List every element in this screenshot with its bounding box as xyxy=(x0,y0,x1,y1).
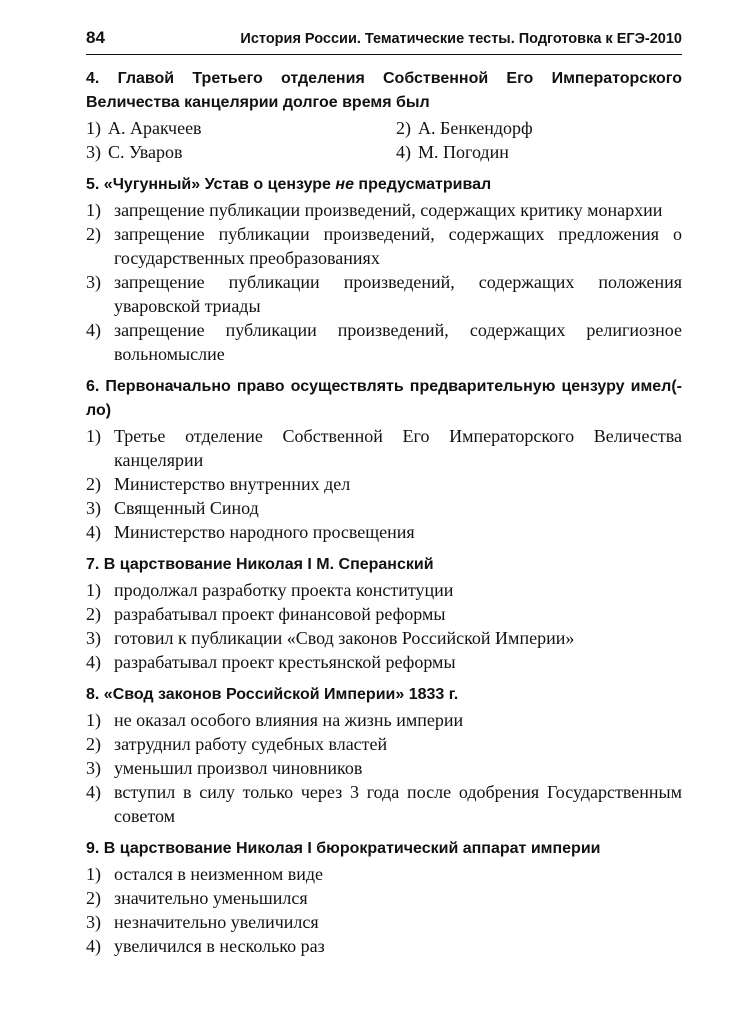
title-part: 5. «Чугунный» Устав о цензуре xyxy=(86,176,336,193)
option-text: запрещение публикации произведений, содержащих критику монархии xyxy=(114,200,663,220)
answer-option xyxy=(86,222,682,270)
page-number: 84 xyxy=(86,28,105,47)
answer-options xyxy=(86,862,682,958)
option-number: 3) xyxy=(86,498,101,518)
option-number: 2) xyxy=(86,734,101,754)
option-text: остался в неизменном виде xyxy=(114,864,324,884)
option-number: 1) xyxy=(86,710,101,730)
option-number: 1) xyxy=(86,426,101,446)
answer-option xyxy=(86,424,682,472)
question-7 xyxy=(86,553,682,674)
option-text: запрещение публикации произведений, содержащих религиозное вольномыслие xyxy=(114,320,682,364)
question-6 xyxy=(86,375,682,544)
option-text: уменьшил произвол чиновников xyxy=(114,758,363,778)
answer-option xyxy=(86,708,682,732)
answer-option xyxy=(86,602,682,626)
option-number: 3) xyxy=(86,142,101,162)
answer-option xyxy=(86,472,682,496)
option-text: готовил к публикации «Свод законов Российской Империи» xyxy=(114,628,575,648)
option-text: Министерство народного просвещения xyxy=(114,522,415,542)
running-header xyxy=(86,28,682,55)
question-title: 4. Главой Третьего отделения Собственной Его Императорского Величества канцелярии долгое время был xyxy=(86,70,682,111)
option-text: значительно уменьшился xyxy=(114,888,308,908)
answer-option xyxy=(86,198,682,222)
option-number: 3) xyxy=(86,912,101,932)
question-title: 6. Первоначально право осуществлять предварительную цензуру имел(-ло) xyxy=(86,378,682,419)
option-number: 1) xyxy=(86,580,101,600)
question-9 xyxy=(86,837,682,958)
option-number: 4) xyxy=(86,782,101,802)
answer-option xyxy=(86,318,682,366)
question-title xyxy=(86,173,682,197)
option-text: продолжал разработку проекта конституции xyxy=(114,580,454,600)
question-title: 9. В царствование Николая I бюрократический аппарат империи xyxy=(86,840,601,857)
option-number: 4) xyxy=(86,320,101,340)
option-number: 4) xyxy=(86,936,101,956)
option-number: 2) xyxy=(86,474,101,494)
option-text: А. Бенкендорф xyxy=(418,118,533,138)
option-text: С. Уваров xyxy=(108,142,183,162)
answer-option xyxy=(86,732,682,756)
book-page xyxy=(86,28,682,967)
answer-option xyxy=(396,140,682,164)
option-number: 2) xyxy=(86,888,101,908)
option-number: 3) xyxy=(86,628,101,648)
answer-options xyxy=(86,708,682,828)
option-text: Священный Синод xyxy=(114,498,259,518)
answer-option xyxy=(86,886,682,910)
option-text: не оказал особого влияния на жизнь империи xyxy=(114,710,464,730)
option-text: Министерство внутренних дел xyxy=(114,474,351,494)
answer-option xyxy=(86,578,682,602)
option-text: разрабатывал проект крестьянской реформы xyxy=(114,652,456,672)
answer-option xyxy=(86,116,396,140)
answer-option xyxy=(86,496,682,520)
option-number: 1) xyxy=(86,864,101,884)
question-title: 8. «Свод законов Российской Империи» 1833 г. xyxy=(86,686,459,703)
answer-option xyxy=(86,862,682,886)
option-text: запрещение публикации произведений, содержащих положения уваровской триады xyxy=(114,272,682,316)
answer-option xyxy=(86,910,682,934)
answer-options xyxy=(86,116,682,164)
option-number: 4) xyxy=(86,522,101,542)
option-number: 4) xyxy=(396,142,411,162)
answer-options xyxy=(86,578,682,674)
option-text: Третье отделение Собственной Его Императорского Величества канцелярии xyxy=(114,426,682,470)
answer-option xyxy=(86,626,682,650)
option-text: вступил в силу только через 3 года после одобрения Государственным советом xyxy=(114,782,682,826)
answer-options xyxy=(86,424,682,544)
option-number: 3) xyxy=(86,758,101,778)
question-title: 7. В царствование Николая I М. Сперанский xyxy=(86,556,434,573)
option-text: А. Аракчеев xyxy=(108,118,202,138)
question-8 xyxy=(86,683,682,828)
option-number: 2) xyxy=(86,604,101,624)
title-part: предусматривал xyxy=(353,176,492,193)
option-number: 2) xyxy=(86,224,101,244)
answer-option xyxy=(86,520,682,544)
title-emphasis: не xyxy=(335,176,354,193)
answer-option xyxy=(396,116,682,140)
option-text: запрещение публикации произведений, содержащих предложения о государственных преобразованиях xyxy=(114,224,682,268)
option-number: 1) xyxy=(86,200,101,220)
option-text: М. Погодин xyxy=(418,142,509,162)
option-text: разрабатывал проект финансовой реформы xyxy=(114,604,446,624)
answer-options xyxy=(86,198,682,366)
option-number: 2) xyxy=(396,118,411,138)
answer-option xyxy=(86,756,682,780)
option-number: 1) xyxy=(86,118,101,138)
running-title: История России. Тематические тесты. Подготовка к ЕГЭ-2010 xyxy=(240,31,682,47)
question-4 xyxy=(86,67,682,164)
question-5 xyxy=(86,173,682,366)
answer-option xyxy=(86,650,682,674)
option-number: 4) xyxy=(86,652,101,672)
option-text: затруднил работу судебных властей xyxy=(114,734,388,754)
option-text: незначительно увеличился xyxy=(114,912,319,932)
answer-option xyxy=(86,934,682,958)
answer-option xyxy=(86,780,682,828)
option-text: увеличился в несколько раз xyxy=(114,936,325,956)
answer-option xyxy=(86,140,396,164)
option-number: 3) xyxy=(86,272,101,292)
answer-option xyxy=(86,270,682,318)
